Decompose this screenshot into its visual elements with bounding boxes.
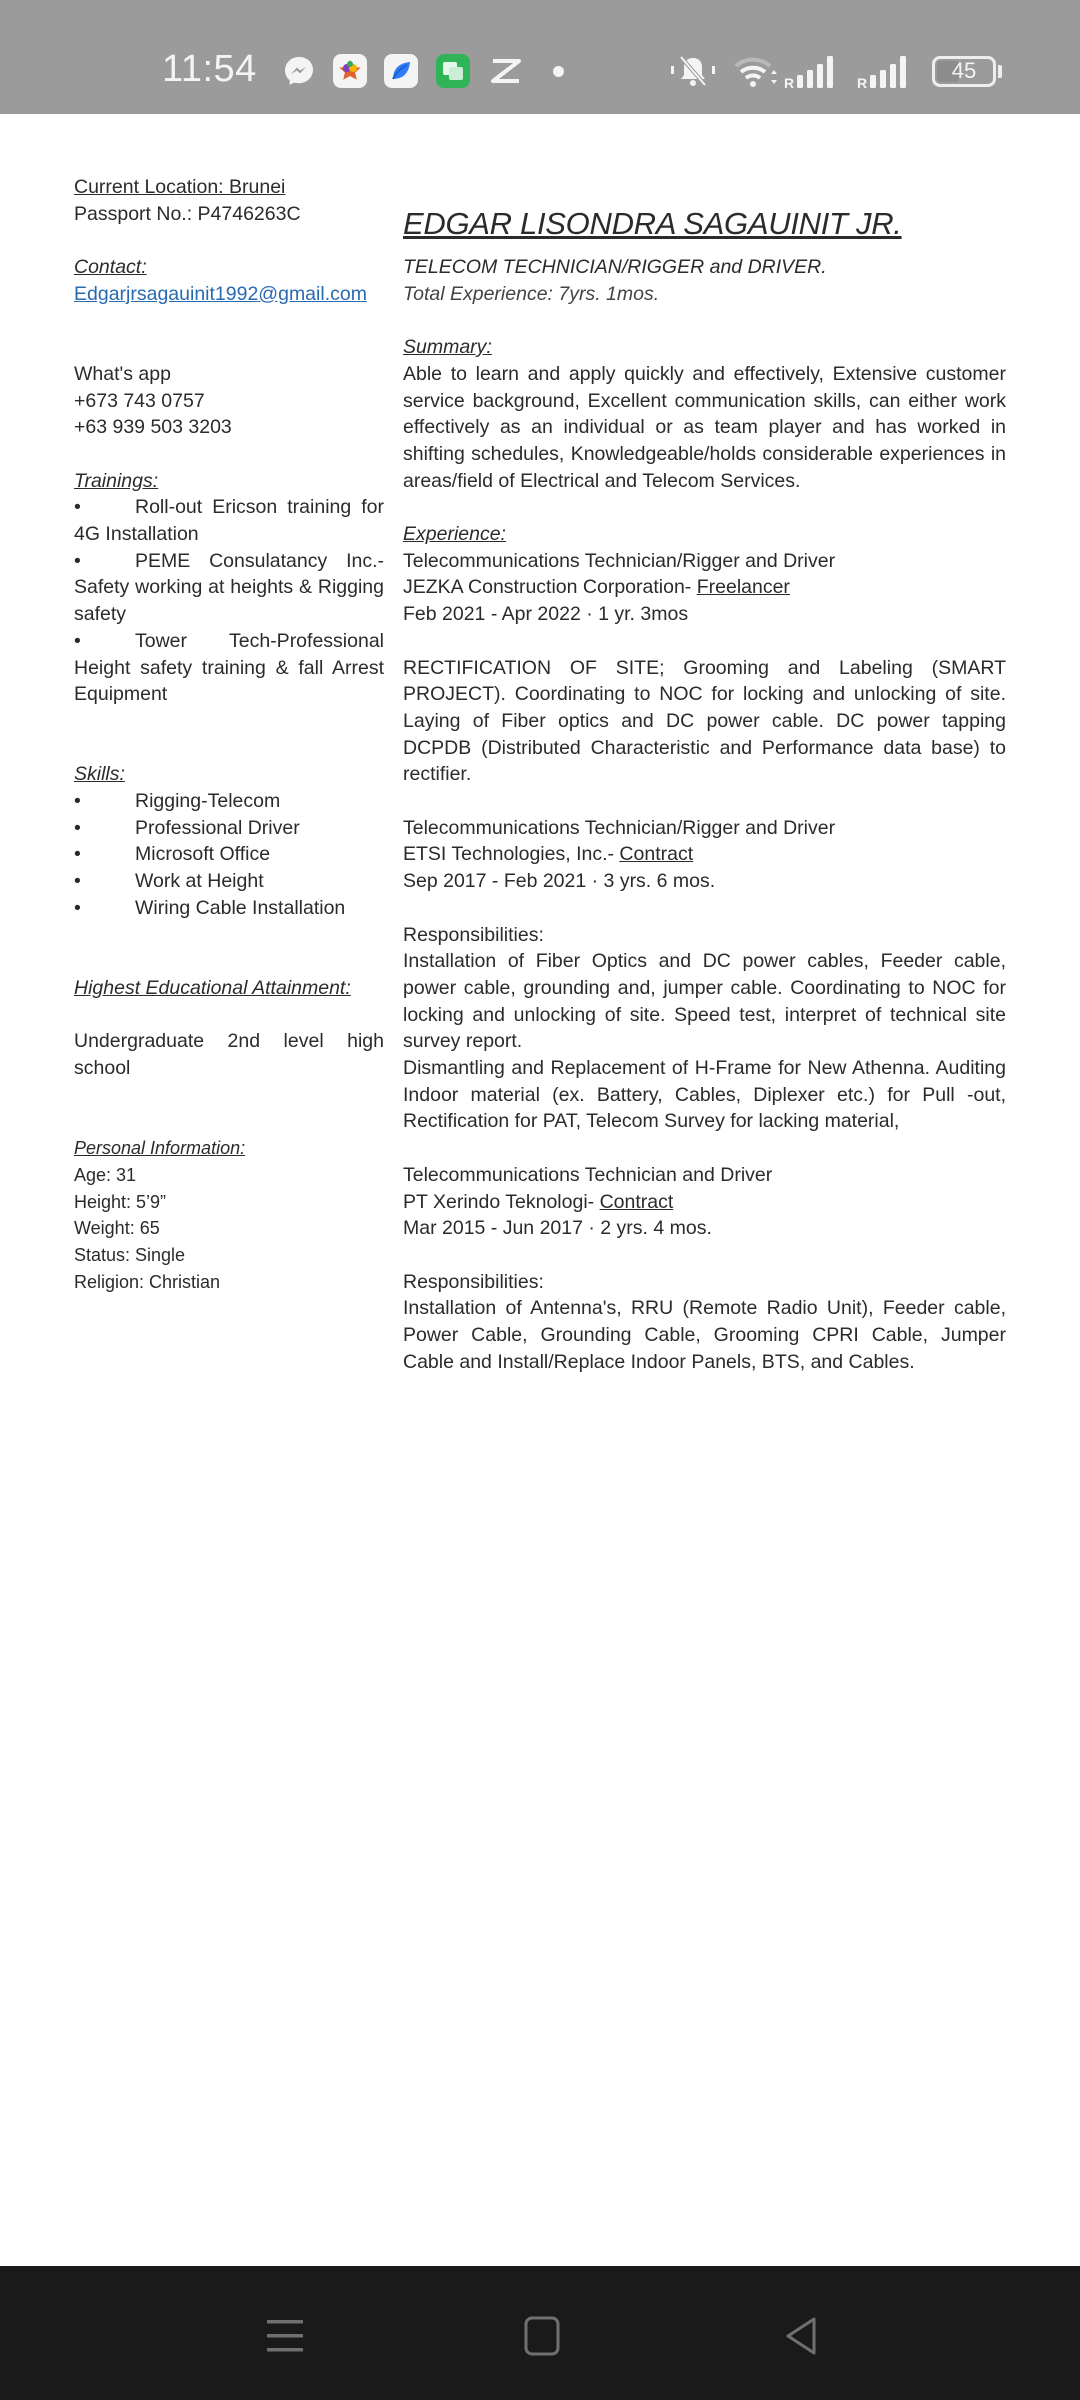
phone-number: +673 743 0757 (74, 389, 205, 412)
status-bar (0, 0, 1080, 114)
job-description: Installation of Antenna's, RRU (Remote Radio Unit), Feeder cable, Power Cable, Grounding Cable, Grooming CPRI Cable, Jumper Cable and Install/Replace Indoor Panels, BTS, and Cables. (403, 1297, 1006, 1373)
summary-header: Summary: (403, 336, 492, 359)
skills-header: Skills: (74, 763, 125, 786)
job-type: Contract (599, 1190, 674, 1213)
status-time: 11:54 (162, 48, 257, 90)
back-icon[interactable] (780, 2314, 824, 2358)
experience-header: Experience: (403, 523, 506, 545)
mute-vibrate-icon (668, 52, 718, 92)
bullet-icon: • (74, 843, 81, 866)
roaming-label: R (857, 75, 868, 90)
responsibilities-label: Responsibilities: (403, 1270, 544, 1293)
job-title: Telecommunications Technician and Driver (403, 1163, 773, 1186)
bullet-icon: • (74, 816, 81, 839)
phone-number: +63 939 503 3203 (74, 416, 232, 439)
left-column (74, 174, 384, 1295)
bullet-icon: • (74, 629, 81, 652)
personal-weight: Weight: 65 (74, 1218, 160, 1239)
messenger-icon (282, 54, 316, 88)
battery-level: 45 (951, 58, 977, 83)
current-location: Current Location: Brunei (74, 176, 286, 198)
job-period: Feb 2021 - Apr 2022 · 1 yr. 3mos (403, 603, 689, 626)
candidate-role: TELECOM TECHNICIAN/RIGGER and DRIVER. (403, 256, 827, 278)
roaming-label: R (784, 75, 795, 90)
job-title: Telecommunications Technician/Rigger and Driver (403, 549, 836, 572)
job-entry (403, 548, 1006, 788)
skill-item: • Rigging-Telecom (74, 788, 384, 815)
job-period: Sep 2017 - Feb 2021 · 3 yrs. 6 mos. (403, 870, 716, 893)
resume-document (0, 114, 1080, 2266)
passport-number: Passport No.: P4746263C (74, 202, 301, 225)
battery-icon (932, 56, 996, 87)
personal-religion: Religion: Christian (74, 1271, 221, 1292)
photos-app-icon (333, 54, 367, 88)
navigation-bar (0, 2266, 1080, 2400)
skill-item: • Professional Driver (74, 815, 384, 842)
responsibilities-label: Responsibilities: (403, 923, 544, 946)
email-link[interactable]: Edgarjrsagauinit1992@gmail.com (74, 282, 367, 305)
bullet-icon: • (74, 549, 81, 572)
bullet-icon: • (74, 896, 81, 919)
training-item: • PEME Consulatancy Inc.- Safety working at heights & Rigging safety (74, 549, 384, 626)
summary-text: Able to learn and apply quickly and effectively, Extensive customer service background, Excellent communication skills, can either work effectively as an individual or as team player and has worked in shifting schedules, Knowledgeable/holds considerable experiences in areas/field of Electrical and Telecom Services. (403, 362, 1006, 492)
training-item: • Tower Tech-Professional Height safety training & fall Arrest Equipment (74, 629, 384, 706)
skill-item: • Wiring Cable Installation (74, 895, 384, 922)
signal-1-icon (784, 54, 848, 90)
candidate-name: EDGAR LISONDRA SAGAUINIT JR. (403, 206, 902, 241)
bullet-icon: • (74, 496, 81, 519)
total-experience: Total Experience: 7yrs. 1mos. (403, 282, 660, 305)
battery-tip (998, 65, 1002, 78)
messages-app-icon (436, 54, 470, 88)
job-description: Installation of Fiber Optics and DC power cables, Feeder cable, power cable, grounding and, jumper cable. Coordinating to NOC for locking and unlocking of site. Speed test, interpret of technical site survey report. (403, 950, 1006, 1053)
wifi-icon (733, 52, 779, 92)
job-company: PT Xerindo Teknologi- Contract (403, 1190, 674, 1213)
education-header: Highest Educational Attainment: (74, 976, 351, 999)
job-company: JEZKA Construction Corporation- Freelancer (403, 576, 790, 599)
job-type: Contract (619, 843, 694, 866)
whatsapp-label: What's app (74, 362, 171, 385)
skill-item: • Work at Height (74, 868, 384, 895)
trainings-header: Trainings: (74, 469, 159, 492)
training-item: • Roll-out Ericson training for 4G Installation (74, 496, 384, 546)
personal-age: Age: 31 (74, 1164, 137, 1185)
job-company: ETSI Technologies, Inc.- Contract (403, 843, 694, 866)
job-entry (403, 1162, 1006, 1376)
education-value: Undergraduate 2nd level high school (74, 1030, 384, 1080)
personal-status: Status: Single (74, 1244, 186, 1265)
personal-info-header: Personal Information: (74, 1138, 246, 1159)
skill-item: • Microsoft Office (74, 841, 384, 868)
bullet-icon: • (74, 870, 81, 893)
signal-2-icon (857, 54, 921, 90)
more-notifications-dot-icon (553, 66, 564, 77)
job-description: Dismantling and Replacement of H-Frame for New Athenna. Auditing Indoor material (ex. Battery, Cables, Diplexer etc.) for Pull -out, Rectification for PAT, Telecom Survey for lacking material, (403, 1057, 1006, 1133)
job-type: Freelancer (696, 576, 790, 599)
job-title: Telecommunications Technician/Rigger and Driver (403, 816, 836, 839)
right-column (403, 204, 1006, 1375)
job-entry (403, 815, 1006, 1135)
recents-menu-icon[interactable] (263, 2314, 307, 2358)
job-description: RECTIFICATION OF SITE; Grooming and Labeling (SMART PROJECT). Coordinating to NOC for locking and unlocking of site. Laying of Fiber optics and DC power cable. DC power tapping DCPDB (Distributed Characteristic and Performance data base) to rectifier. (403, 656, 1006, 786)
home-icon[interactable] (520, 2314, 564, 2358)
personal-height: Height: 5’9” (74, 1191, 167, 1212)
contact-header: Contact: (74, 256, 147, 279)
capcut-icon (489, 54, 523, 88)
bullet-icon: • (74, 790, 81, 813)
job-period: Mar 2015 - Jun 2017 · 2 yrs. 4 mos. (403, 1217, 712, 1240)
blue-app-icon (384, 54, 418, 88)
